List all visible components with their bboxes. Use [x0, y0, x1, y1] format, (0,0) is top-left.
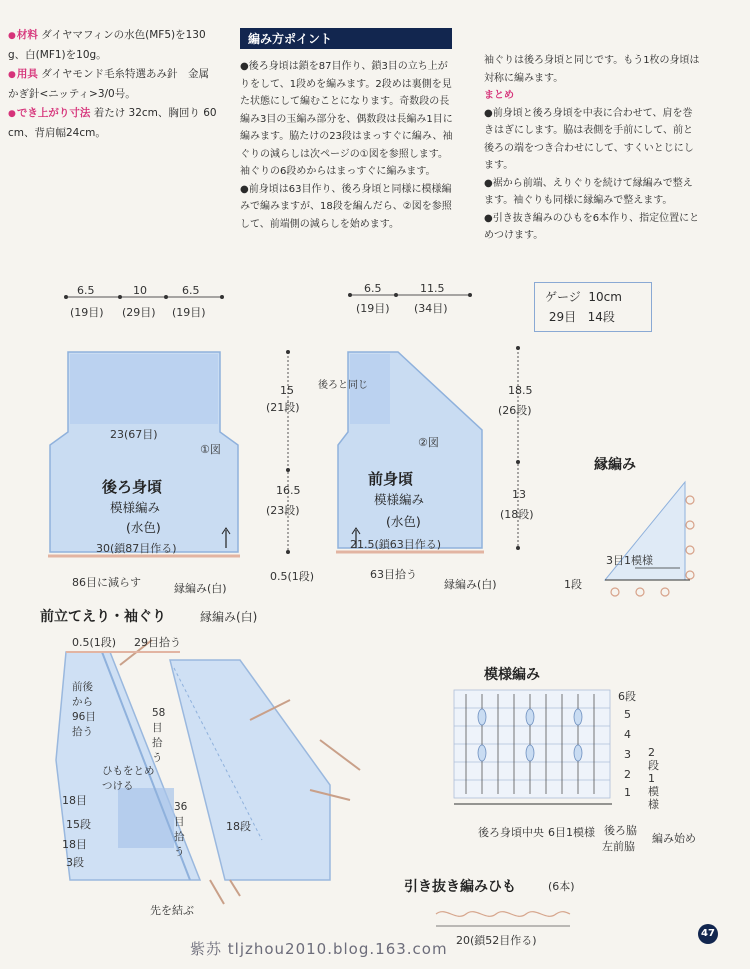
- back-armhole-rows: (21段): [266, 401, 300, 414]
- instruction-para-6: ●引き抜き編みのひもを6本作り、指定位置にとめつけます。: [484, 212, 700, 241]
- cord-length: 20(鎖52目作る): [456, 934, 537, 947]
- collar-r18b: 18目: [62, 838, 87, 851]
- front-edging: 縁編み(白): [444, 578, 497, 591]
- collar-row-label: 0.5(1段): [72, 636, 117, 649]
- section-heading-points: 編み方ポイント: [240, 28, 452, 49]
- back-side-h: 16.5: [276, 484, 301, 497]
- collar-tie: ひもをとめつける: [102, 765, 155, 792]
- pattern-side: 後ろ脇: [604, 824, 637, 837]
- back-dim-top-3-st: (19目): [172, 306, 206, 319]
- collar-r18a: 18目: [62, 794, 87, 807]
- tools-text-1: ダイヤモンド毛糸特選あみ針 金属: [41, 68, 209, 80]
- yarn-text-1: ダイヤマフィンの水色(MF5)を130: [41, 29, 206, 41]
- front-title: 前身頃: [368, 470, 414, 488]
- back-bottom-width: 30(鎖87目作る): [96, 542, 177, 555]
- front-color: (水色): [386, 514, 421, 529]
- collar-pick58: 58目拾う: [152, 707, 166, 764]
- edging-chart-repeat: 3目1模様: [606, 554, 653, 567]
- instruction-para-3: 袖ぐりは後ろ身頃と同じです。もう1枚の身頃は対称に編みます。: [484, 55, 700, 84]
- front-pickup: 63目拾う: [370, 568, 417, 581]
- front-dim-top-1-st: (19目): [356, 302, 390, 315]
- back-decrease: 86目に減らす: [72, 576, 141, 589]
- collar-pick36: 36目拾う: [174, 801, 188, 858]
- pattern-row-1: 1: [624, 786, 631, 799]
- cord-count: (6本): [548, 880, 575, 893]
- cord-drawing: [436, 912, 570, 917]
- front-upper-h: 18.5: [508, 384, 533, 397]
- gauge-size: 10cm: [588, 290, 622, 304]
- back-edging: 縁編み(白): [174, 582, 227, 595]
- back-pattern: 模様編み: [110, 500, 161, 515]
- pattern-row-3: 3: [624, 748, 631, 761]
- collar-title: 前立てえり・袖ぐり: [40, 609, 166, 625]
- back-mid-width: 23(67目): [110, 428, 158, 441]
- tools-label: ● 用具: [8, 68, 38, 80]
- front-lower-rows: (18段): [500, 508, 534, 521]
- collar-r18c: 18段: [226, 820, 251, 833]
- instruction-para-2: ●前身頃は63目作り、後ろ身頃と同様に模様編みで編みますが、18段を編んだら、②図を参照して、前端側の減らしを始めます。: [240, 183, 452, 230]
- collar-pick29: 29目拾う: [134, 636, 181, 649]
- front-dim-top-2-st: (34目): [414, 302, 448, 315]
- pattern-row-5: 5: [624, 708, 631, 721]
- collar-subtitle: 縁編み(白): [200, 610, 258, 624]
- pattern-start: 編み始め: [652, 832, 696, 845]
- size-text-2: cm、背肩幅24cm。: [8, 127, 106, 139]
- size-text-1: 着たけ 32cm、胸回り 60: [93, 107, 217, 119]
- pattern-side2: 左前脇: [602, 840, 635, 853]
- collar-body-right: [170, 660, 330, 880]
- pattern-row-4: 4: [624, 728, 631, 741]
- back-title: 後ろ身頃: [102, 478, 163, 496]
- front-lower-h: 13: [512, 488, 526, 501]
- yarn-label: ● 材料: [8, 29, 38, 41]
- page-number: 47: [698, 924, 718, 944]
- pattern-chart-title: 模様編み: [484, 667, 540, 683]
- front-upper-rows: (26段): [498, 404, 532, 417]
- cord-title: 引き抜き編みひも: [404, 879, 516, 895]
- front-same-as-back: 後ろと同じ: [318, 380, 368, 391]
- back-edge-row: 0.5(1段): [270, 570, 315, 583]
- collar-tie-end: 先を結ぶ: [150, 904, 194, 917]
- instruction-para-5: ●裾から前端、えりぐりを続けて縁編みで整えます。袖ぐりも同様に縁編みで整えます。: [484, 177, 693, 206]
- gauge-rows: 14段: [587, 310, 615, 324]
- back-color: (水色): [126, 520, 161, 535]
- edging-chart-row1: 1段: [564, 578, 582, 591]
- back-dim-top-2-st: (29目): [122, 306, 156, 319]
- pattern-repeat-st: 6目1模様: [548, 826, 595, 839]
- back-side-rows: (23段): [266, 504, 300, 517]
- front-fig-ref: ②図: [418, 436, 439, 449]
- instruction-para-4: ●前身頃と後ろ身頃を中表に合わせて、肩を巻きはぎにします。脇は表側を手前にして、前と後ろの端をつき合わせにして、すくいとじにします。: [484, 107, 694, 171]
- back-fig-ref: ①図: [200, 443, 221, 456]
- gauge-label: ゲージ: [545, 290, 581, 304]
- pattern-back-center: 後ろ身頃中央: [478, 826, 544, 839]
- edging-chart-title: 縁編み: [594, 457, 636, 473]
- summary-heading: まとめ: [484, 90, 514, 101]
- pattern-chart-grid: [454, 690, 610, 798]
- back-dim-top-3: 6.5: [182, 284, 200, 297]
- gauge-stitches: 29目: [548, 310, 577, 324]
- instruction-para-1: ●後ろ身頃は鎖を87目作り、鎖3目の立ち上がりをして、1段めを編みます。2段めは裏側を見た状態にして編むことになります。奇数段の長編み3目の玉編み部分を、偶数段は長編み1目に編みます。脇たけの23段はまっすぐに編み、袖ぐりの減らしは次ページの①図を参照します。袖ぐりの6段めからはまっすぐに編みます。: [240, 61, 453, 177]
- front-bottom-width: 21.5(鎖63目作る): [350, 538, 442, 551]
- tools-text-2: かぎ針<ニッティ>3/0号。: [8, 88, 136, 100]
- back-texture: [70, 354, 218, 424]
- size-label: ● でき上がり寸法: [8, 107, 90, 119]
- collar-pick96: 前後から96目拾う: [72, 681, 96, 738]
- pattern-repeat-rows: 2段1模様: [648, 746, 659, 811]
- watermark: 紫苏 tljzhou2010.blog.163.com: [190, 940, 448, 958]
- back-armhole-h: 15: [280, 384, 294, 397]
- back-dim-top-1: 6.5: [77, 284, 95, 297]
- collar-r3: 3段: [66, 856, 84, 869]
- front-pattern: 模様編み: [374, 492, 425, 507]
- pattern-row-2: 2: [624, 768, 631, 781]
- front-dim-top-1: 6.5: [364, 282, 382, 295]
- front-dim-top-2: 11.5: [420, 282, 445, 295]
- yarn-text-2: g、白(MF1)を10g。: [8, 49, 107, 61]
- back-dim-top-1-st: (19目): [70, 306, 104, 319]
- pattern-row-6: 6段: [618, 690, 636, 703]
- collar-r15: 15段: [66, 818, 91, 831]
- back-dim-top-2: 10: [133, 284, 147, 297]
